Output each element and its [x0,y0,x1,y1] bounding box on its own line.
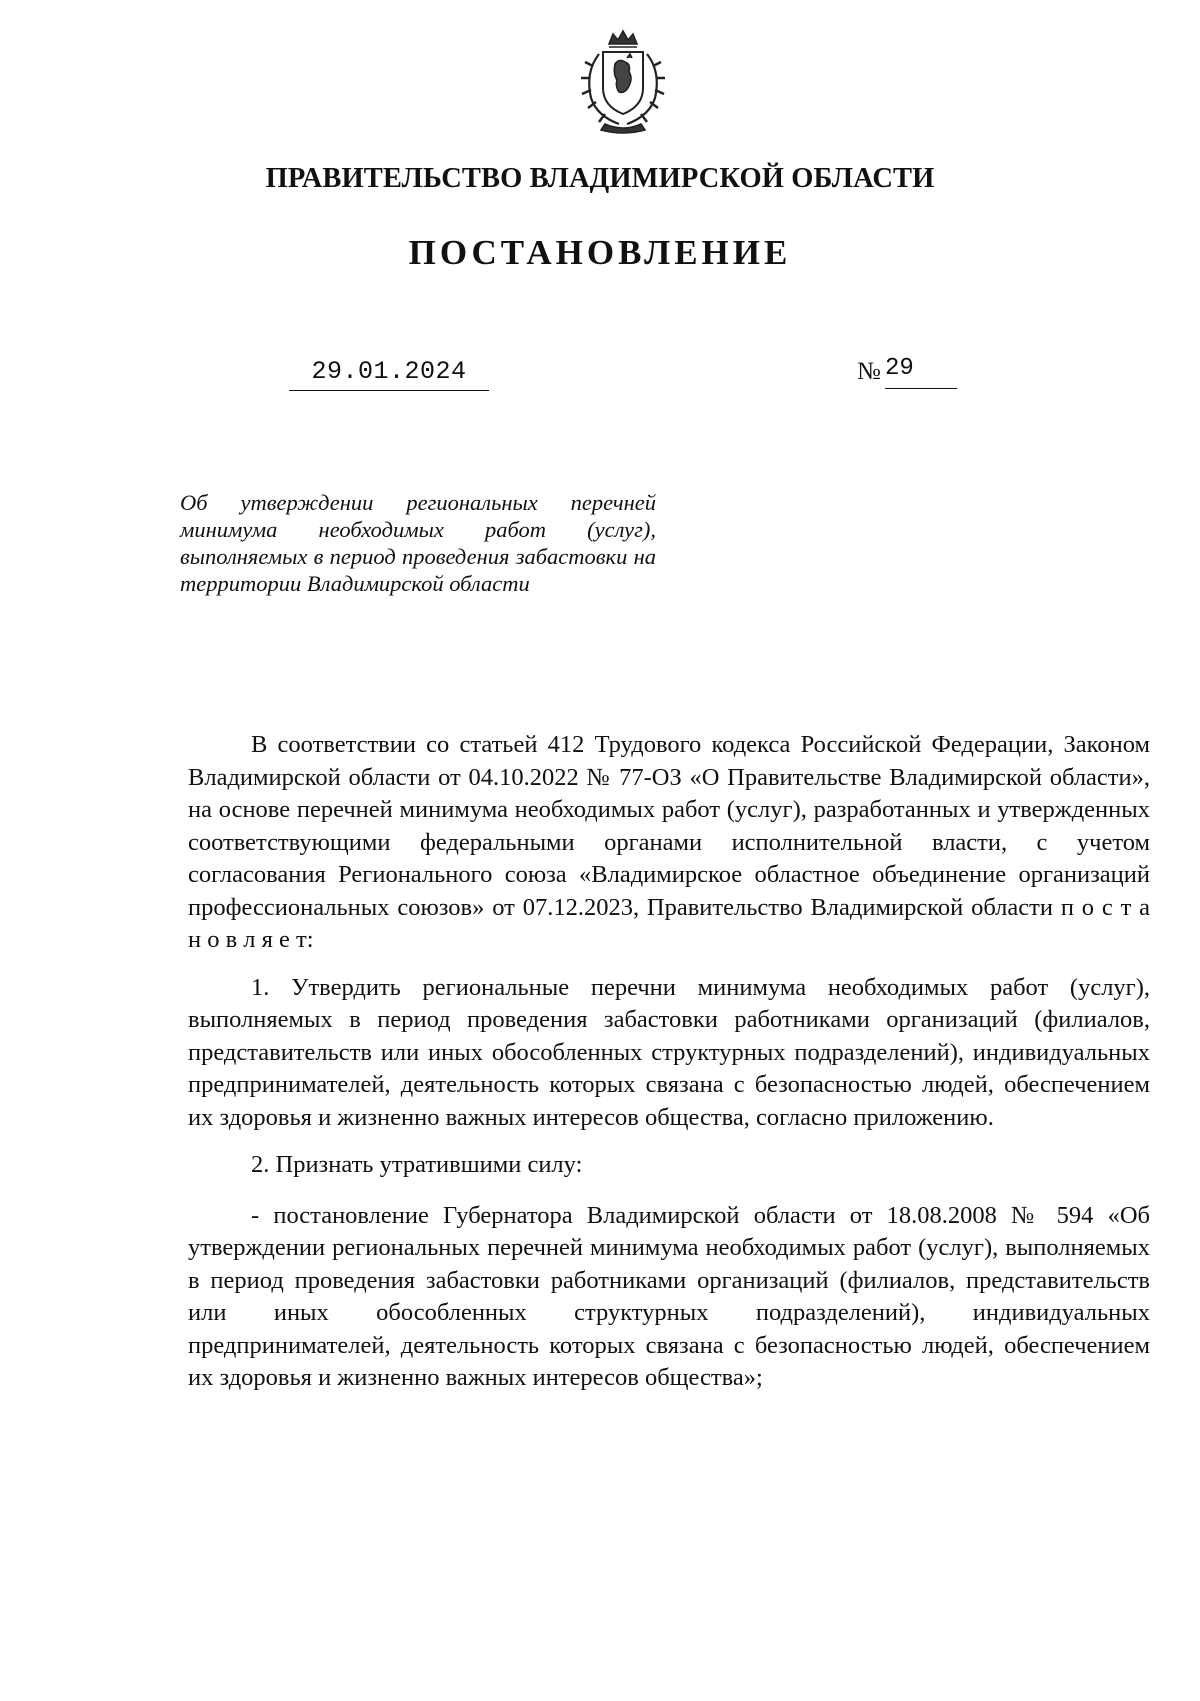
document-date: 29.01.2024 [289,357,489,391]
number-sign: № [857,358,881,385]
repealed-act-paragraph: - постановление Губернатора Владимирской области от 18.08.2008 № 594 «Об утверждении региональных перечней минимума необходимых работ (услуг), выполняемых в период проведения забастовки работниками организаций (филиалов, представительств или иных обособленных структурных подразделений), индивидуальных предпринимателей, деятельность которых связана с безопасностью людей, обеспечением их здоровья и жизненно важных интересов общества»; [188,1201,1150,1391]
document-body [188,729,1150,1395]
clause-2-paragraph: 2. Признать утратившими силу: [251,1151,583,1178]
document-type-title: ПОСТАНОВЛЕНИЕ [408,233,792,272]
preamble-paragraph: В соответствии со статьей 412 Трудового кодекса Российской Федерации, Законом Владимирской области от 04.10.2022 № 77-ОЗ «О Правительстве Владимирской области», на основе перечней минимума необходимых работ (услуг), разработанных и утвержденных соответствующими федеральными органами исполнительной власти, с учетом согласования Регионального союза «Владимирское областное объединение организаций профессиональных союзов» от 07.12.2023, Правительство Владимирской области п о с т а н о в л я е т: [188,731,1150,953]
clause-1-paragraph: 1. Утвердить региональные перечни минимума необходимых работ (услуг), выполняемых в период проведения забастовки работниками организаций (филиалов, представительств или иных обособленных структурных подразделений), индивидуальных предпринимателей, деятельность которых связана с безопасностью людей, обеспечением их здоровья и жизненно важных интересов общества, согласно приложению. [188,973,1150,1131]
government-title: ПРАВИТЕЛЬСТВО ВЛАДИМИРСКОЙ ОБЛАСТИ [265,163,935,194]
document-number: 29 [885,355,957,389]
coat-of-arms-icon [575,28,671,134]
document-subject: Об утверждении региональных перечней минимума необходимых работ (услуг), выполняемых в период проведения забастовки на территории Владимирской области [180,490,656,596]
